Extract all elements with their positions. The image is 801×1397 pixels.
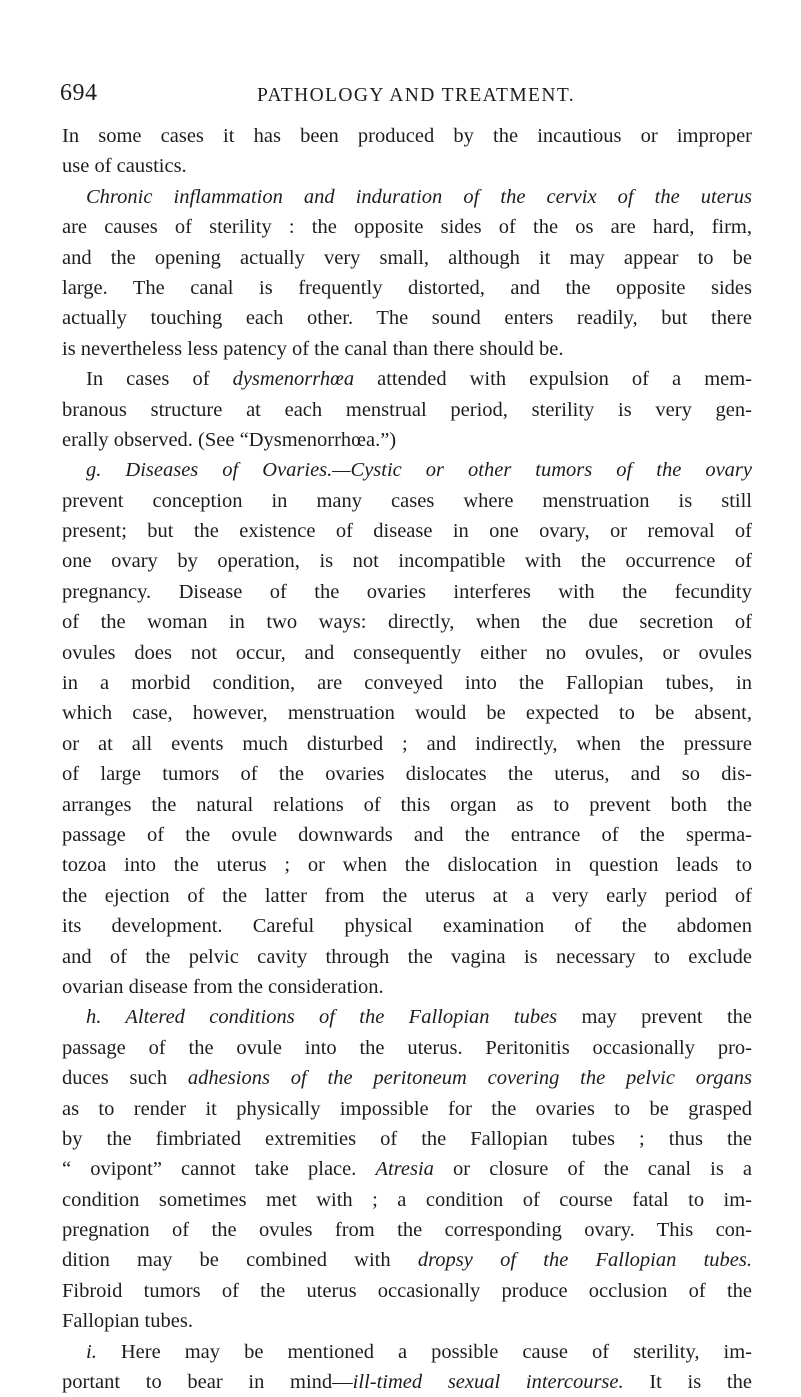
text-segment: which case, however, menstruation would be expected to be absent, (62, 702, 752, 725)
text-segment: or at all events much disturbed ; and indirectly, when the pressure (62, 732, 752, 755)
text-segment: tozoa into the uterus ; or when the dislocation in question leads to (62, 854, 752, 877)
text-segment: one ovary by operation, is not incompatible with the occurrence of (62, 550, 752, 573)
text-line (62, 1276, 752, 1306)
text-segment: condition sometimes met with ; a condition of course fatal to im- (62, 1188, 752, 1211)
text-line (62, 698, 752, 728)
text-segment: attended with expulsion of a mem- (354, 368, 753, 391)
italic-text: i. (86, 1340, 97, 1363)
text-line (62, 303, 752, 333)
text-line (62, 455, 752, 485)
text-line (62, 486, 752, 516)
text-segment: prevent conception in many cases where menstruation is still (62, 489, 752, 512)
text-segment: the ejection of the latter from the uterus at a very early period of (62, 884, 752, 907)
text-segment: erally observed. (See “Dysmenorrhœa.”) (62, 428, 397, 451)
text-line (62, 243, 752, 273)
text-segment: of large tumors of the ovaries dislocates the uterus, and so dis- (62, 763, 752, 786)
text-segment: passage of the ovule into the uterus. Peritonitis occasionally pro- (62, 1036, 752, 1059)
text-line (62, 334, 752, 364)
text-line (62, 850, 752, 880)
text-line (62, 577, 752, 607)
text-line (62, 1124, 752, 1154)
text-line (62, 151, 752, 181)
text-segment: passage of the ovule downwards and the entrance of the sperma- (62, 823, 752, 846)
text-segment: and of the pelvic cavity through the vagina is necessary to exclude (62, 945, 752, 968)
italic-text: Chronic inflammation and induration of the cervix of the uterus (86, 185, 752, 208)
text-line (62, 881, 752, 911)
italic-text: adhesions of the peritoneum covering the pelvic organs (187, 1067, 752, 1090)
text-line (62, 273, 752, 303)
text-segment: ovules does not occur, and consequently either no ovules, or ovules (62, 641, 752, 664)
text-segment: pregnancy. Disease of the ovaries interferes with the fecundity (62, 580, 752, 603)
italic-text: dysmenorrhœa (232, 368, 355, 391)
text-segment: in a morbid condition, are conveyed into the Fallopian tubes, in (62, 672, 752, 695)
page-header (0, 80, 801, 110)
text-line (62, 1063, 752, 1093)
text-line (62, 516, 752, 546)
text-line (62, 121, 752, 151)
text-segment: is nevertheless less patency of the canal than there should be. (62, 337, 564, 360)
text-line (62, 790, 752, 820)
text-line (62, 1215, 752, 1245)
text-segment: Fallopian tubes. (62, 1310, 193, 1333)
italic-text: ill-timed sexual intercourse. (352, 1371, 624, 1394)
text-line (62, 546, 752, 576)
text-line (62, 607, 752, 637)
text-segment: as to render it physically impossible for the ovaries to be grasped (62, 1097, 752, 1120)
text-line (62, 1185, 752, 1215)
text-segment: may prevent the (557, 1006, 753, 1029)
text-line (62, 1245, 752, 1275)
italic-text: Atresia (375, 1158, 434, 1181)
text-segment: of the woman in two ways: directly, when the due secretion of (62, 611, 752, 634)
text-segment: dition may be combined with (62, 1249, 418, 1272)
text-line (62, 1002, 752, 1032)
italic-text: h. Altered conditions of the Fallopian tubes (86, 1006, 558, 1029)
text-line (62, 425, 752, 455)
italic-text: g. Diseases of Ovaries.—Cystic or other tumors of the ovary (86, 459, 752, 482)
text-segment: and the opening actually very small, although it may appear to be (62, 246, 752, 269)
text-segment: It is the (623, 1371, 752, 1394)
text-line (62, 395, 752, 425)
text-segment: are causes of sterility : the opposite sides of the os are hard, firm, (62, 216, 752, 239)
text-line (62, 972, 752, 1002)
text-line (62, 212, 752, 242)
text-segment: its development. Careful physical examination of the abdomen (62, 915, 752, 938)
text-segment: large. The canal is frequently distorted, and the opposite sides (62, 276, 752, 299)
text-segment: Fibroid tumors of the uterus occasionally produce occlusion of the (62, 1279, 752, 1302)
text-line (62, 942, 752, 972)
text-segment: duces such (62, 1067, 188, 1090)
text-segment: or closure of the canal is a (433, 1158, 752, 1181)
text-line (62, 668, 752, 698)
text-segment: Here may be mentioned a possible cause of sterility, im- (96, 1340, 752, 1363)
text-line (62, 1306, 752, 1336)
text-line (62, 1154, 752, 1184)
text-line (62, 820, 752, 850)
text-segment: use of caustics. (62, 155, 187, 178)
text-line (62, 1367, 752, 1397)
running-head: PATHOLOGY AND TREATMENT. (257, 85, 575, 106)
text-segment: present; but the existence of disease in one ovary, or removal of (62, 520, 752, 543)
text-segment: by the fimbriated extremities of the Fallopian tubes ; thus the (62, 1127, 752, 1150)
text-segment: branous structure at each menstrual period, sterility is very gen- (62, 398, 752, 421)
text-line (62, 364, 752, 394)
text-line (62, 911, 752, 941)
body-text (62, 121, 752, 1397)
text-line (62, 1094, 752, 1124)
text-line (62, 729, 752, 759)
text-line (62, 638, 752, 668)
text-segment: ovarian disease from the consideration. (62, 975, 384, 998)
text-line (62, 1337, 752, 1367)
text-segment: actually touching each other. The sound enters readily, but there (62, 307, 752, 330)
text-segment: In some cases it has been produced by the incautious or improper (62, 125, 752, 147)
text-line (62, 182, 752, 212)
text-segment: portant to bear in mind— (62, 1371, 353, 1394)
text-line (62, 759, 752, 789)
italic-text: dropsy of the Fallopian tubes. (417, 1249, 752, 1272)
text-segment: arranges the natural relations of this organ as to prevent both the (62, 793, 752, 816)
text-segment: pregnation of the ovules from the corresponding ovary. This con- (62, 1219, 752, 1242)
text-segment: In cases of (86, 368, 233, 391)
text-segment: “ ovipont” cannot take place. (62, 1158, 376, 1181)
page-number: 694 (60, 80, 98, 106)
text-line (62, 1033, 752, 1063)
